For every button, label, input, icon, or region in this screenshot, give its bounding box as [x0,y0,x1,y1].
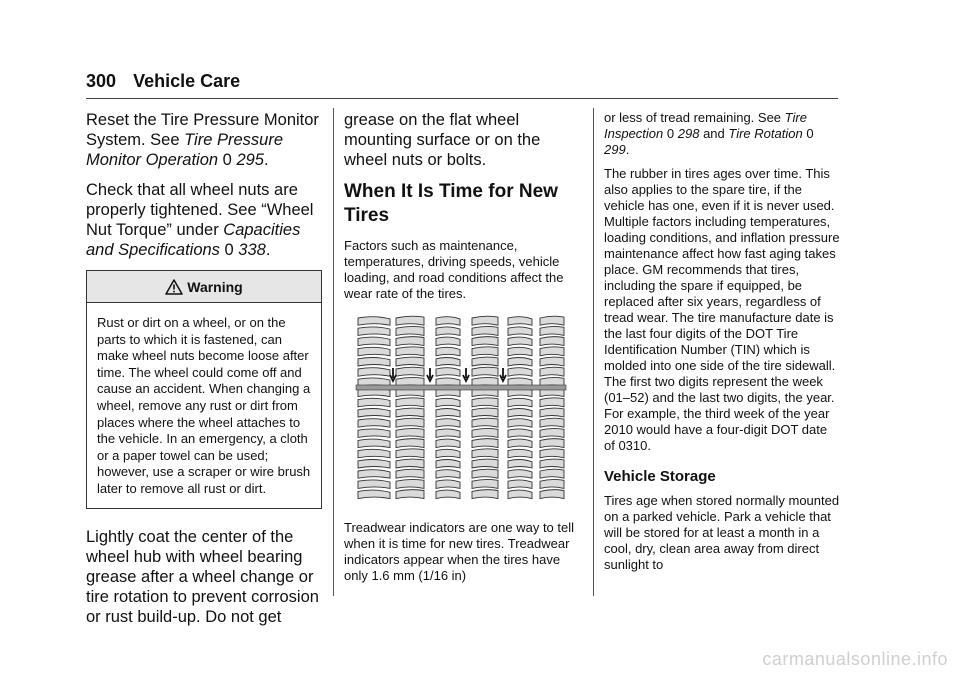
tread-block [436,317,460,326]
storage-paragraph: Tires age when stored normally mounted on a parked vehicle. Park a vehicle that will be stored for at least a month in a cool, dry, clean area away from direct sunlight to [604,493,840,572]
tread-block [540,449,564,458]
tread-block [358,480,390,489]
column-1 [86,110,322,637]
warning-triangle-icon [165,279,183,295]
tread-block [436,480,460,489]
tread-block [396,347,424,356]
tread-block [358,439,390,448]
tpms-paragraph: Reset the Tire Pressure Monitor System. See Tire Pressure Monitor Operation 0 295. [86,111,319,169]
tread-block [436,408,460,417]
warning-title: Warning [187,279,243,295]
indicator-arrow-icon [427,368,433,381]
tread-block [436,347,460,356]
tread-block [472,398,498,407]
tread-block [508,337,532,346]
tread-block [540,347,564,356]
tread-block [508,317,532,326]
tread-block [540,439,564,448]
watermark: carmanualsonline.info [762,649,948,669]
tread-block [508,459,532,468]
tread-block [472,357,498,366]
tread-block [508,490,532,499]
tread-block [540,469,564,478]
tread-block [358,337,390,346]
wear-bar [356,385,566,390]
link-capacities-and-specifications[interactable]: Capacities and Specifications [86,221,301,259]
tread-block [540,316,564,325]
tread-block [508,439,532,448]
tread-block [540,490,564,499]
section-heading-vehicle-storage: Vehicle Storage [604,468,716,485]
section-heading-new-tires: When It Is Time for New Tires [344,181,558,226]
tread-remaining-paragraph: or less of tread remaining. See Tire Inspection 0 298 and Tire Rotation 0 299. [604,110,814,157]
tread-block [396,418,424,427]
tread-block [508,470,532,479]
section-title: Vehicle Care [133,71,241,91]
column-2 [344,110,582,592]
column-divider-1 [333,108,334,596]
tread-block [436,357,460,366]
treadwear-paragraph: Treadwear indicators are one way to tell when it is time for new tires. Treadwear indicators appear when the tires have only 1.6 mm (1/16 in) [344,520,575,583]
tread-block [436,439,460,448]
page-header [86,71,240,92]
tread-block [472,347,498,356]
tread-block [358,327,390,336]
tread-block [436,368,460,377]
indicator-arrow-icon [500,368,506,381]
warning-box [86,270,322,509]
tread-block [396,408,424,417]
indicator-arrow-icon [463,368,469,381]
tread-block [436,459,460,468]
link-tire-rotation[interactable]: Tire Rotation [728,126,803,141]
tread-block [540,408,564,417]
tread-block [358,347,390,356]
tire-aging-paragraph: The rubber in tires ages over time. This also applies to the spare tire, if the vehicle has one, even if it is never used. Multiple factors including temperatures, loading conditions, and inflation pressure maintenance affect how fast aging takes place. GM recommends that tires, including the spare if equipped, be replaced after six years, regardless of tread wear. The tire manufacture date is the last four digits of the DOT Tire Identification Number (TIN) which is molded into one side of the tire sidewall. The first two digits represent the week (01–52) and the last two digits, the year. For example, the third week of the year 2010 would have a four-digit DOT date of 0310. [604,166,840,453]
tread-block [436,490,460,499]
tread-block [358,398,390,407]
tread-block [508,449,532,458]
grease-continued-paragraph: grease on the flat wheel mounting surface or on the wheel nuts or bolts. [344,111,541,169]
tread-block [396,398,424,407]
tread-block [358,368,390,377]
tread-block [472,428,498,437]
tread-block [396,357,424,366]
page-ref-icon: 0 [224,241,234,259]
tread-block [358,470,390,479]
tread-block [396,490,424,499]
tread-block [508,327,532,336]
tread-block [436,327,460,336]
tread-block [508,398,532,407]
tread-block [396,428,424,437]
column-divider-2 [593,108,594,596]
warning-body: Rust or dirt on a wheel, or on the parts to which it is fastened, can make wheel nuts become loose after time. The wheel could come off and cause an accident. When changing a wheel, remove any rust or dirt from places where the wheel attaches to the vehicle. In an emergency, a cloth or a paper towel can be used; however, use a scraper or wire brush later to remove all rust or dirt. [97,315,311,496]
grease-paragraph: Lightly coat the center of the wheel hub with wheel bearing grease after a wheel change or tire rotation to prevent corrosion or rust build-up. Do not get [86,527,319,626]
tread-block [396,367,424,376]
tread-block [508,480,532,489]
wear-factors-paragraph: Factors such as maintenance, temperatures, driving speeds, vehicle loading, and road conditions affect the wear rate of the tires. [344,238,564,301]
tread-block [540,357,564,366]
page-number: 300 [86,71,117,91]
treadwear-indicator-illustration [350,312,572,502]
tread-block [540,367,564,376]
tread-block [436,398,460,407]
header-rule [86,98,838,99]
tread-block [396,337,424,346]
tread-block [472,367,498,376]
tread-block [540,326,564,335]
tread-block [472,479,498,488]
tread-block [540,428,564,437]
tread-block [396,316,424,325]
tread-block [540,418,564,427]
tread-block [472,337,498,346]
tread-block [472,418,498,427]
tread-block [358,429,390,438]
tread-block [436,419,460,428]
tread-block [358,357,390,366]
tread-block [508,357,532,366]
link-tire-pressure-monitor-operation[interactable]: Tire Pressure Monitor Operation [86,131,284,169]
tread-block [358,449,390,458]
tread-block [540,337,564,346]
warning-header [87,271,321,303]
tread-block [472,326,498,335]
tread-block [472,316,498,325]
tread-block [358,459,390,468]
tread-block [358,317,390,326]
tread-block [436,470,460,479]
tread-block [396,469,424,478]
tread-block [540,459,564,468]
tread-block [472,490,498,499]
tread-block [436,429,460,438]
tread-block [472,408,498,417]
tread-block [396,459,424,468]
tread-block [358,408,390,417]
wheel-nut-paragraph: Check that all wheel nuts are properly tightened. See “Wheel Nut Torque” under Capacities and Specifications 0 338. [86,181,314,259]
page-ref-icon: 0 [222,151,232,169]
tread-block [508,368,532,377]
tread-block [472,459,498,468]
indicator-arrow-icon [390,368,396,381]
tread-block [472,439,498,448]
tread-block [396,479,424,488]
tread-block [396,326,424,335]
tread-block [358,419,390,428]
tread-block [396,439,424,448]
tread-block [508,419,532,428]
tread-block [540,479,564,488]
page-ref-icon: 0 [806,126,814,141]
tread-block [508,347,532,356]
tread-block [508,408,532,417]
tread-block [436,337,460,346]
column-3 [604,110,840,581]
tread-block [472,449,498,458]
tread-block [396,449,424,458]
tread-block [472,469,498,478]
tread-block [358,490,390,499]
tread-block [436,449,460,458]
tread-block [508,429,532,438]
tread-block [540,398,564,407]
link-tire-inspection[interactable]: Tire Inspection [604,110,807,141]
page-ref-icon: 0 [666,126,675,141]
